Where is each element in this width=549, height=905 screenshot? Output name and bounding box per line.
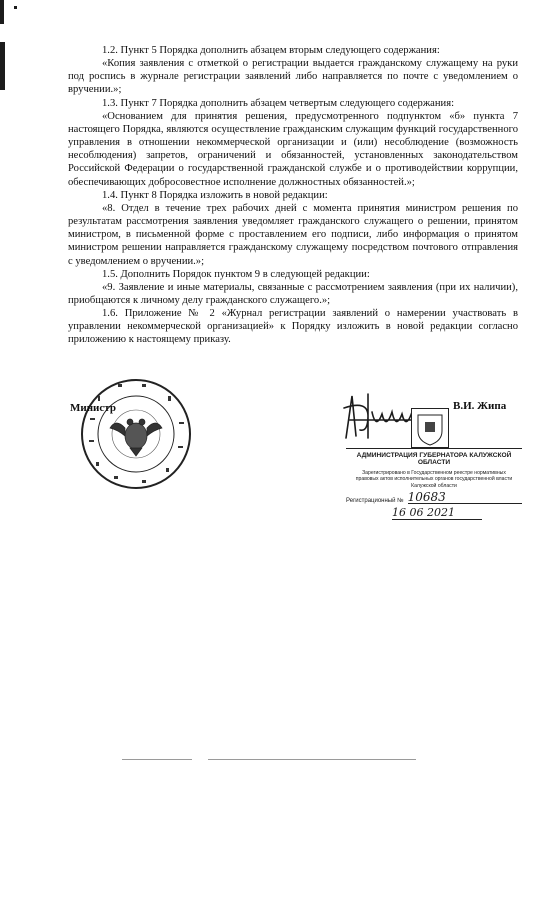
paragraph: «Основанием для принятия решения, предусмотренного подпунктом «б» пункта 7 настоящего Порядка, являются осуществление гражданским служащим функций государственного управления в отношении некоммерческой организации и (или) несоблюдение (возможность несоблюдения) запретов, ограничений и обязанностей, установленных законодательством Российской Федерации о государственной гражданской службе и о противодействии коррупции, обеспечивающих добросовестное исполнение должностных обязанностей.»; xyxy=(68,110,518,188)
registration-date: 16 06 2021 xyxy=(392,506,482,520)
scan-edge-mark xyxy=(0,0,4,24)
registration-number-row xyxy=(346,492,522,504)
registration-stamp-text: правовых актов исполнительных органов государственной власти xyxy=(355,476,513,483)
scan-edge-mark xyxy=(0,42,5,90)
registration-stamp-header: АДМИНИСТРАЦИЯ ГУБЕРНАТОРА КАЛУЖСКОЙ ОБЛАСТИ xyxy=(346,448,522,466)
paragraph: 1.5. Дополнить Порядок пунктом 9 в следующей редакции: xyxy=(102,268,370,280)
registration-stamp xyxy=(346,448,522,520)
scan-line xyxy=(122,759,192,760)
paragraph: 1.3. Пункт 7 Порядка дополнить абзацем четвертым следующего содержания: xyxy=(102,97,455,109)
paragraph: «9. Заявление и иные материалы, связанные с рассмотрением заявления (при их наличии), приобщаются к личному делу гражданского служащего.»; xyxy=(68,281,518,306)
paragraph: 1.2. Пункт 5 Порядка дополнить абзацем вторым следующего содержания: xyxy=(102,45,440,56)
paragraph: 1.4. Пункт 8 Порядка изложить в новой редакции: xyxy=(102,189,328,201)
document-body xyxy=(68,44,518,347)
paragraph: 1.6. Приложение № 2 «Журнал регистрации заявлений о намерении участвовать в управлении некоммерческой организацией» к Порядку изложить в новой редакции согласно приложению к настоящему приказу. xyxy=(68,308,518,346)
registration-number-label: Регистрационный № xyxy=(346,498,404,505)
official-seal xyxy=(80,378,192,490)
paragraph: «Копия заявления с отметкой о регистрации выдается гражданскому служащему на руки под роспись в журнале регистрации заявлений либо направляется по почте с уведомлением о вручении.»; xyxy=(68,58,518,96)
paragraph: «8. Отдел в течение трех рабочих дней с момента принятия министром решения по результатам рассмотрения заявления уведомляет гражданского служащего о решении, принятом министром, в письменной форме с проставлением его подписи, либо информация о принятом министром решении направляется гражданскому служащему посредством почтового отправления с уведомлением о вручении.»; xyxy=(68,202,518,267)
scan-line xyxy=(208,759,416,760)
coat-of-arms-emblem xyxy=(411,408,449,448)
scan-dot xyxy=(14,6,17,9)
registration-stamp-text: Калужской области xyxy=(411,482,457,489)
signer-name: В.И. Жипа xyxy=(453,400,507,412)
registration-number: 10683 xyxy=(408,492,522,504)
registration-stamp-text: Зарегистрировано в Государственном реестре нормативных xyxy=(362,470,506,476)
signer-title: Министр xyxy=(70,402,116,414)
